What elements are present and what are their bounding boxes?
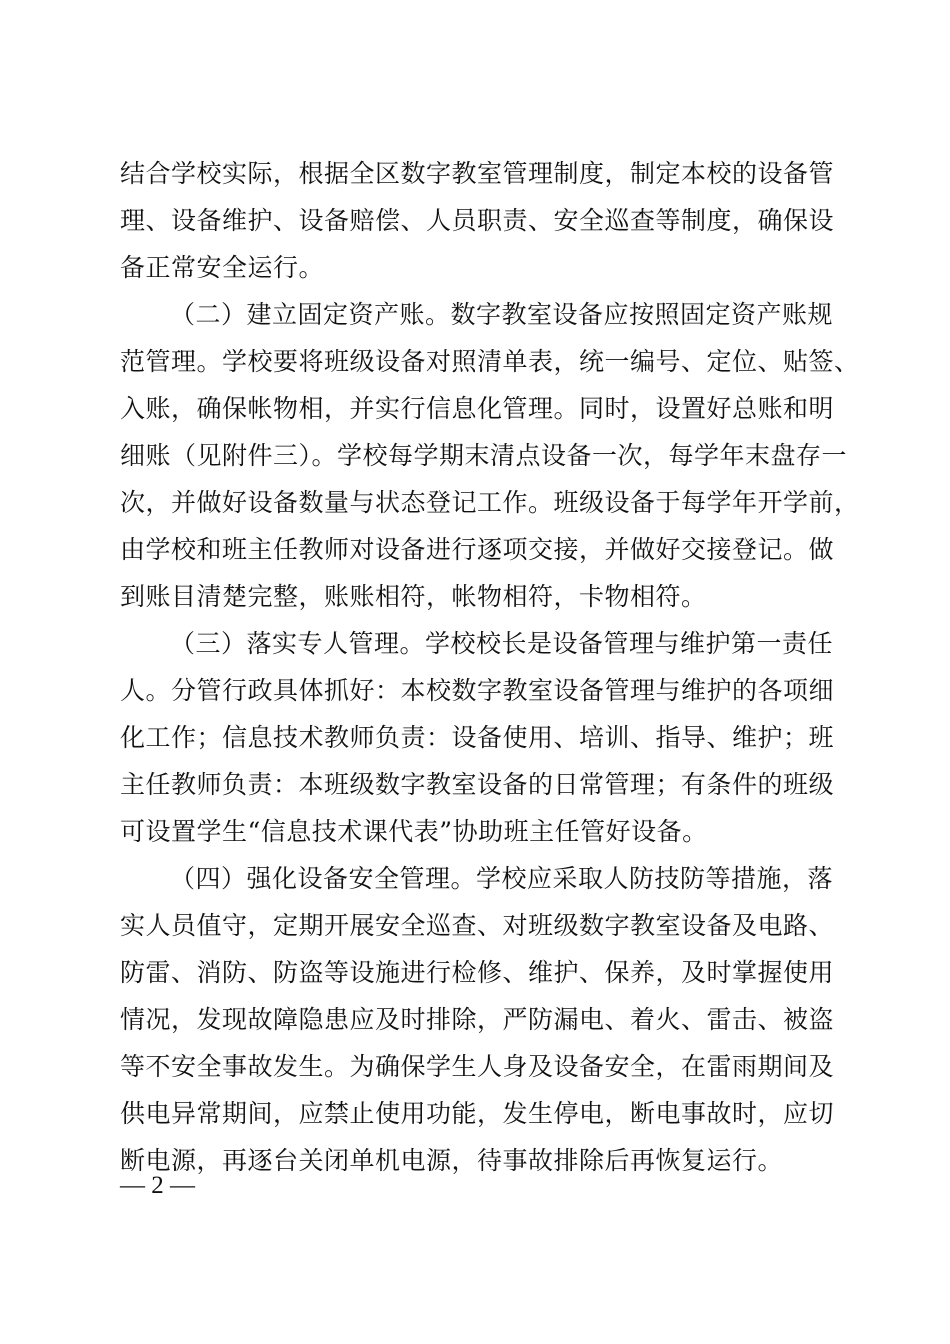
text-line-9: 由学校和班主任教师对设备进行逐项交接，并做好交接登记。做: [120, 535, 835, 564]
text-line-2: 理、设备维护、设备赔偿、人员职责、安全巡查等制度，确保设: [120, 206, 835, 235]
text-line-14: 主任教师负责：本班级数字教室设备的日常管理；有条件的班级: [120, 770, 835, 799]
text-line-12: 人。分管行政具体抓好：本校数字教室设备管理与维护的各项细: [120, 676, 835, 705]
text-line-5: 范管理。学校要将班级设备对照清单表，统一编号、定位、贴签、: [120, 347, 860, 376]
text-line-20: 等不安全事故发生。为确保学生人身及设备安全，在雷雨期间及: [120, 1052, 835, 1081]
text-line-19: 情况，发现故障隐患应及时排除，严防漏电、着火、雷击、被盗: [120, 1005, 835, 1034]
text-line-4: （二）建立固定资产账。数字教室设备应按照固定资产账规: [170, 300, 834, 329]
text-line-16: （四）强化设备安全管理。学校应采取人防技防等措施，落: [170, 864, 834, 893]
text-line-10: 到账目清楚完整，账账相符，帐物相符，卡物相符。: [120, 582, 707, 611]
text-line-13: 化工作；信息技术教师负责：设备使用、培训、指导、维护；班: [120, 723, 835, 752]
text-line-17: 实人员值守，定期开展安全巡查、对班级数字教室设备及电路、: [120, 911, 835, 940]
text-line-3: 备正常安全运行。: [120, 253, 325, 282]
text-line-6: 入账，确保帐物相，并实行信息化管理。同时，设置好总账和明: [120, 394, 835, 423]
text-line-8: 次，并做好设备数量与状态登记工作。班级设备于每学年开学前，: [120, 488, 860, 517]
body-text: [120, 150, 860, 1184]
text-line-22: 断电源，再逐台关闭单机电源，待事故排除后再恢复运行。: [120, 1146, 784, 1175]
text-line-11: （三）落实专人管理。学校校长是设备管理与维护第一责任: [170, 629, 834, 658]
text-line-15: 可设置学生“信息技术课代表”协助班主任管好设备。: [120, 817, 708, 846]
page-number: — 2 —: [120, 1172, 195, 1199]
text-line-1: 结合学校实际，根据全区数字教室管理制度，制定本校的设备管: [120, 159, 835, 188]
text-line-21: 供电异常期间，应禁止使用功能，发生停电，断电事故时，应切: [120, 1099, 835, 1128]
text-line-7: 细账（见附件三）。学校每学期末清点设备一次，每学年末盘存一: [120, 441, 848, 470]
text-line-18: 防雷、消防、防盗等设施进行检修、维护、保养，及时掌握使用: [120, 958, 835, 987]
